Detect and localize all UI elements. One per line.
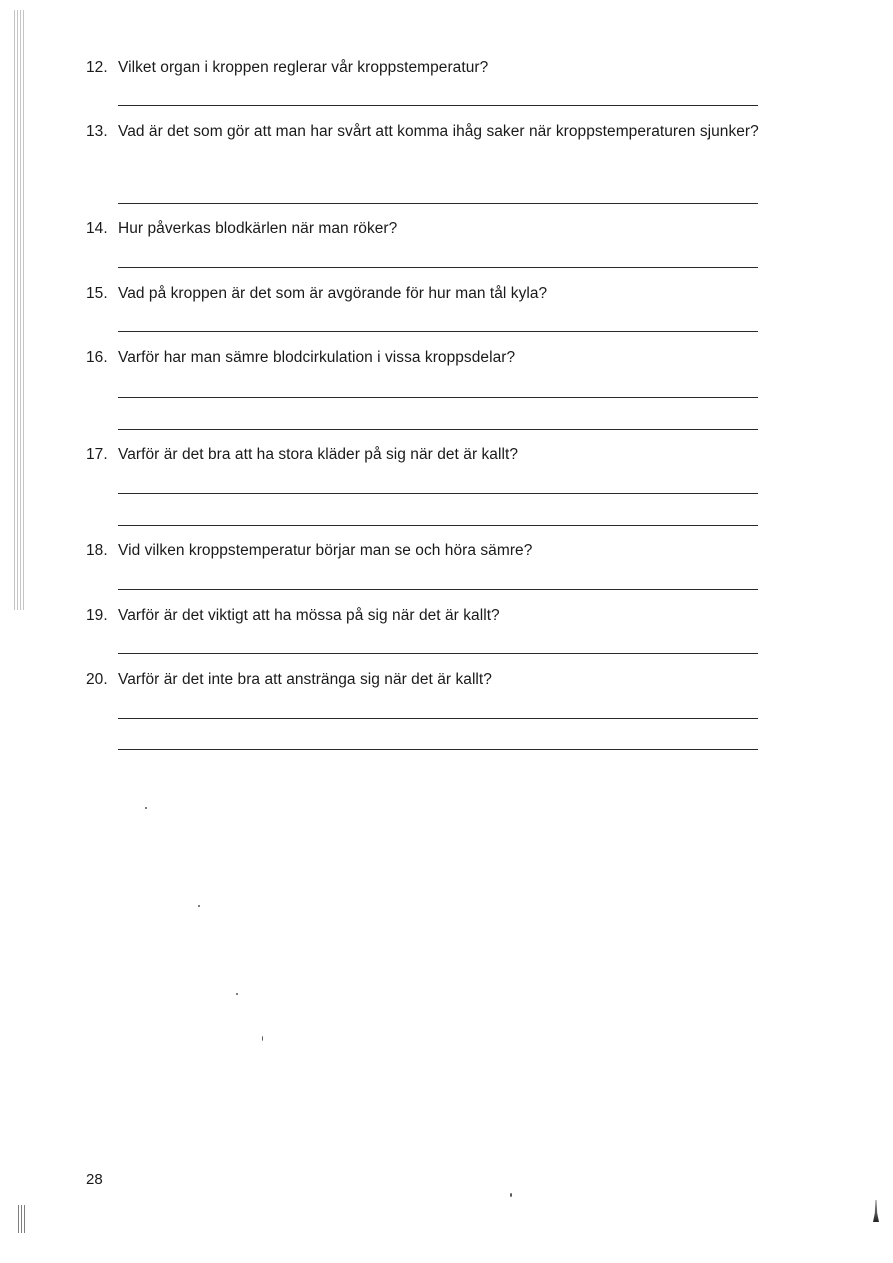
question-15 (86, 278, 776, 310)
binding-mark (873, 1200, 879, 1222)
question-19 (86, 600, 776, 632)
scan-speck (510, 1193, 512, 1197)
answer-line[interactable] (118, 749, 758, 750)
scan-speck (145, 807, 147, 809)
scan-edge-artifact (18, 1205, 26, 1233)
question-text: Varför har man sämre blodcirkulation i vissa kroppsdelar? (118, 349, 516, 366)
question-text: Varför är det bra att ha stora kläder på sig när det är kallt? (118, 446, 518, 463)
answer-line[interactable] (118, 718, 758, 719)
question-20 (86, 664, 776, 696)
answer-line[interactable] (118, 397, 758, 398)
question-number: 13. (86, 123, 108, 140)
question-text: Vad är det som gör att man har svårt att komma ihåg saker när kroppstemperaturen sjunker? (118, 123, 759, 140)
scan-speck (198, 905, 200, 907)
question-14 (86, 213, 776, 245)
answer-line[interactable] (118, 429, 758, 430)
answer-line[interactable] (118, 653, 758, 654)
question-13 (86, 116, 776, 148)
question-12 (86, 52, 776, 84)
answer-line[interactable] (118, 525, 758, 526)
scan-speck (262, 1036, 263, 1041)
answer-line[interactable] (118, 105, 758, 106)
answer-line[interactable] (118, 493, 758, 494)
question-17 (86, 439, 776, 471)
question-number: 14. (86, 220, 108, 237)
question-number: 20. (86, 671, 108, 688)
answer-line[interactable] (118, 267, 758, 268)
question-number: 16. (86, 349, 108, 366)
question-text: Vad på kroppen är det som är avgörande för hur man tål kyla? (118, 285, 548, 302)
question-text: Hur påverkas blodkärlen när man röker? (118, 220, 398, 237)
page-number: 28 (86, 1171, 103, 1188)
answer-line[interactable] (118, 203, 758, 204)
question-text: Varför är det inte bra att anstränga sig när det är kallt? (118, 671, 492, 688)
question-text: Vid vilken kroppstemperatur börjar man se och höra sämre? (118, 542, 533, 559)
question-18 (86, 535, 776, 567)
question-text: Vilket organ i kroppen reglerar vår kroppstemperatur? (118, 59, 489, 76)
question-16 (86, 342, 776, 374)
answer-line[interactable] (118, 589, 758, 590)
question-text: Varför är det viktigt att ha mössa på sig när det är kallt? (118, 607, 500, 624)
question-number: 19. (86, 607, 108, 624)
question-number: 12. (86, 59, 108, 76)
question-number: 17. (86, 446, 108, 463)
answer-line[interactable] (118, 331, 758, 332)
question-number: 15. (86, 285, 108, 302)
question-number: 18. (86, 542, 108, 559)
scan-speck (236, 993, 238, 995)
scan-edge-artifact (14, 10, 26, 610)
